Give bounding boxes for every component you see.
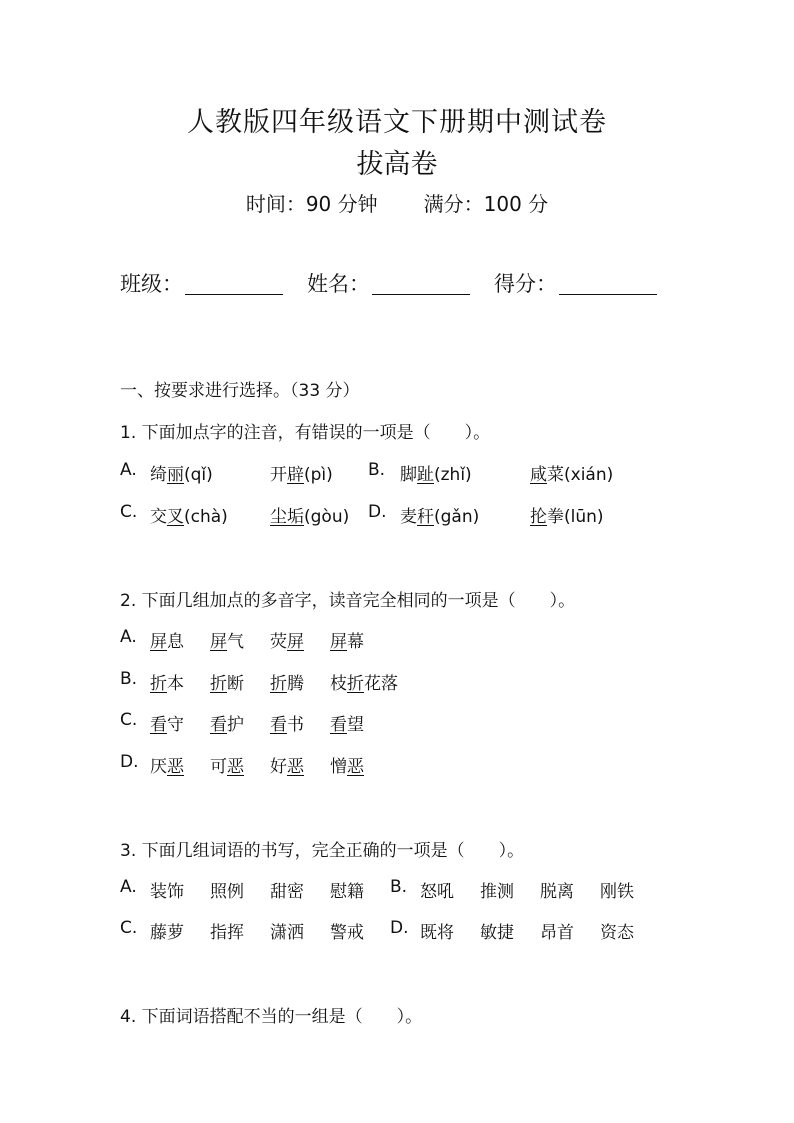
q2-option-a-label: A.: [120, 627, 137, 647]
q1-a-word1: 绮丽(qǐ): [150, 465, 213, 485]
q3-option-c-label: C.: [120, 918, 138, 938]
class-label: 班级：: [120, 272, 183, 296]
q2-b-word4: 枝折花落: [330, 674, 398, 694]
name-label: 姓名：: [307, 272, 370, 296]
section-heading: 一、按要求进行选择。（33 分）: [120, 381, 360, 401]
q2-c-word3: 看书: [270, 715, 304, 735]
score-field[interactable]: [494, 268, 657, 298]
class-blank[interactable]: [185, 270, 283, 295]
q2-b-word1: 折本: [150, 674, 184, 694]
q2-b-word2: 折断: [210, 674, 244, 694]
q3-word: 指挥: [210, 923, 244, 943]
q3-word: 敏捷: [480, 923, 514, 943]
score-label: 得分：: [494, 272, 557, 296]
question-3-stem: 3. 下面几组词语的书写，完全正确的一项是（ ）。: [120, 841, 525, 861]
q3-word: 推测: [480, 882, 514, 902]
page-title: 人教版四年级语文下册期中测试卷: [187, 107, 607, 138]
q3-word: 装饰: [150, 882, 184, 902]
q2-a-word1: 屏息: [150, 632, 184, 652]
q2-d-word3: 好恶: [270, 757, 304, 777]
q1-b-word1: 脚趾(zhǐ): [400, 465, 472, 485]
q1-c-word2: 尘垢(gòu): [270, 507, 350, 527]
option-c-label: C.: [120, 502, 138, 522]
question-4-stem: 4. 下面词语搭配不当的一组是（ ）。: [120, 1007, 423, 1027]
q3-word: 刚铁: [600, 882, 634, 902]
q3-word: 昂首: [540, 923, 574, 943]
name-field[interactable]: [307, 268, 470, 298]
q2-option-d-label: D.: [120, 752, 139, 772]
q1-b-word2: 咸菜(xián): [530, 465, 614, 485]
q3-word: 慰籍: [330, 882, 364, 902]
q2-b-word3: 折腾: [270, 674, 304, 694]
score-blank[interactable]: [559, 270, 657, 295]
q3-word: 潇洒: [270, 923, 304, 943]
q2-option-b-label: B.: [120, 669, 138, 689]
option-d-label: D.: [368, 502, 387, 522]
q2-c-word1: 看守: [150, 715, 184, 735]
q3-option-d-label: D.: [390, 918, 409, 938]
q2-c-word2: 看护: [210, 715, 244, 735]
q2-a-word2: 屏气: [210, 632, 244, 652]
q3-word: 警戒: [330, 923, 364, 943]
q3-word: 怒吼: [420, 882, 454, 902]
question-2-stem: 2. 下面几组加点的多音字，读音完全相同的一项是（ ）。: [120, 591, 576, 611]
q3-word: 照例: [210, 882, 244, 902]
q2-option-c-label: C.: [120, 710, 138, 730]
question-1-stem: 1. 下面加点字的注音，有错误的一项是（ ）。: [120, 423, 491, 443]
q3-option-b-label: B.: [390, 877, 408, 897]
exam-meta: [0, 188, 794, 217]
q2-d-word4: 憎恶: [330, 757, 364, 777]
q3-word: 甜密: [270, 882, 304, 902]
q3-word: 藤萝: [150, 923, 184, 943]
q3-option-a-label: A.: [120, 877, 137, 897]
exam-time: 时间：90 分钟: [245, 192, 378, 216]
q1-d-word2: 抡拳(lūn): [530, 507, 604, 527]
name-blank[interactable]: [372, 270, 470, 295]
q3-word: 脱离: [540, 882, 574, 902]
page-subtitle: 拔高卷: [356, 149, 438, 180]
q2-d-word2: 可恶: [210, 757, 244, 777]
option-b-label: B.: [368, 460, 386, 480]
option-a-label: A.: [120, 460, 137, 480]
q1-c-word1: 交叉(chà): [150, 507, 228, 527]
q1-d-word1: 麦秆(gǎn): [400, 507, 480, 527]
q2-a-word3: 荧屏: [270, 632, 304, 652]
q3-word: 既将: [420, 923, 454, 943]
exam-full-score: 满分：100 分: [423, 192, 549, 216]
q2-a-word4: 屏幕: [330, 632, 364, 652]
q3-word: 资态: [600, 923, 634, 943]
q2-d-word1: 厌恶: [150, 757, 184, 777]
q1-a-word2: 开辟(pì): [270, 465, 333, 485]
q2-c-word4: 看望: [330, 715, 364, 735]
class-field[interactable]: [120, 268, 283, 298]
student-info-row: [120, 268, 657, 298]
